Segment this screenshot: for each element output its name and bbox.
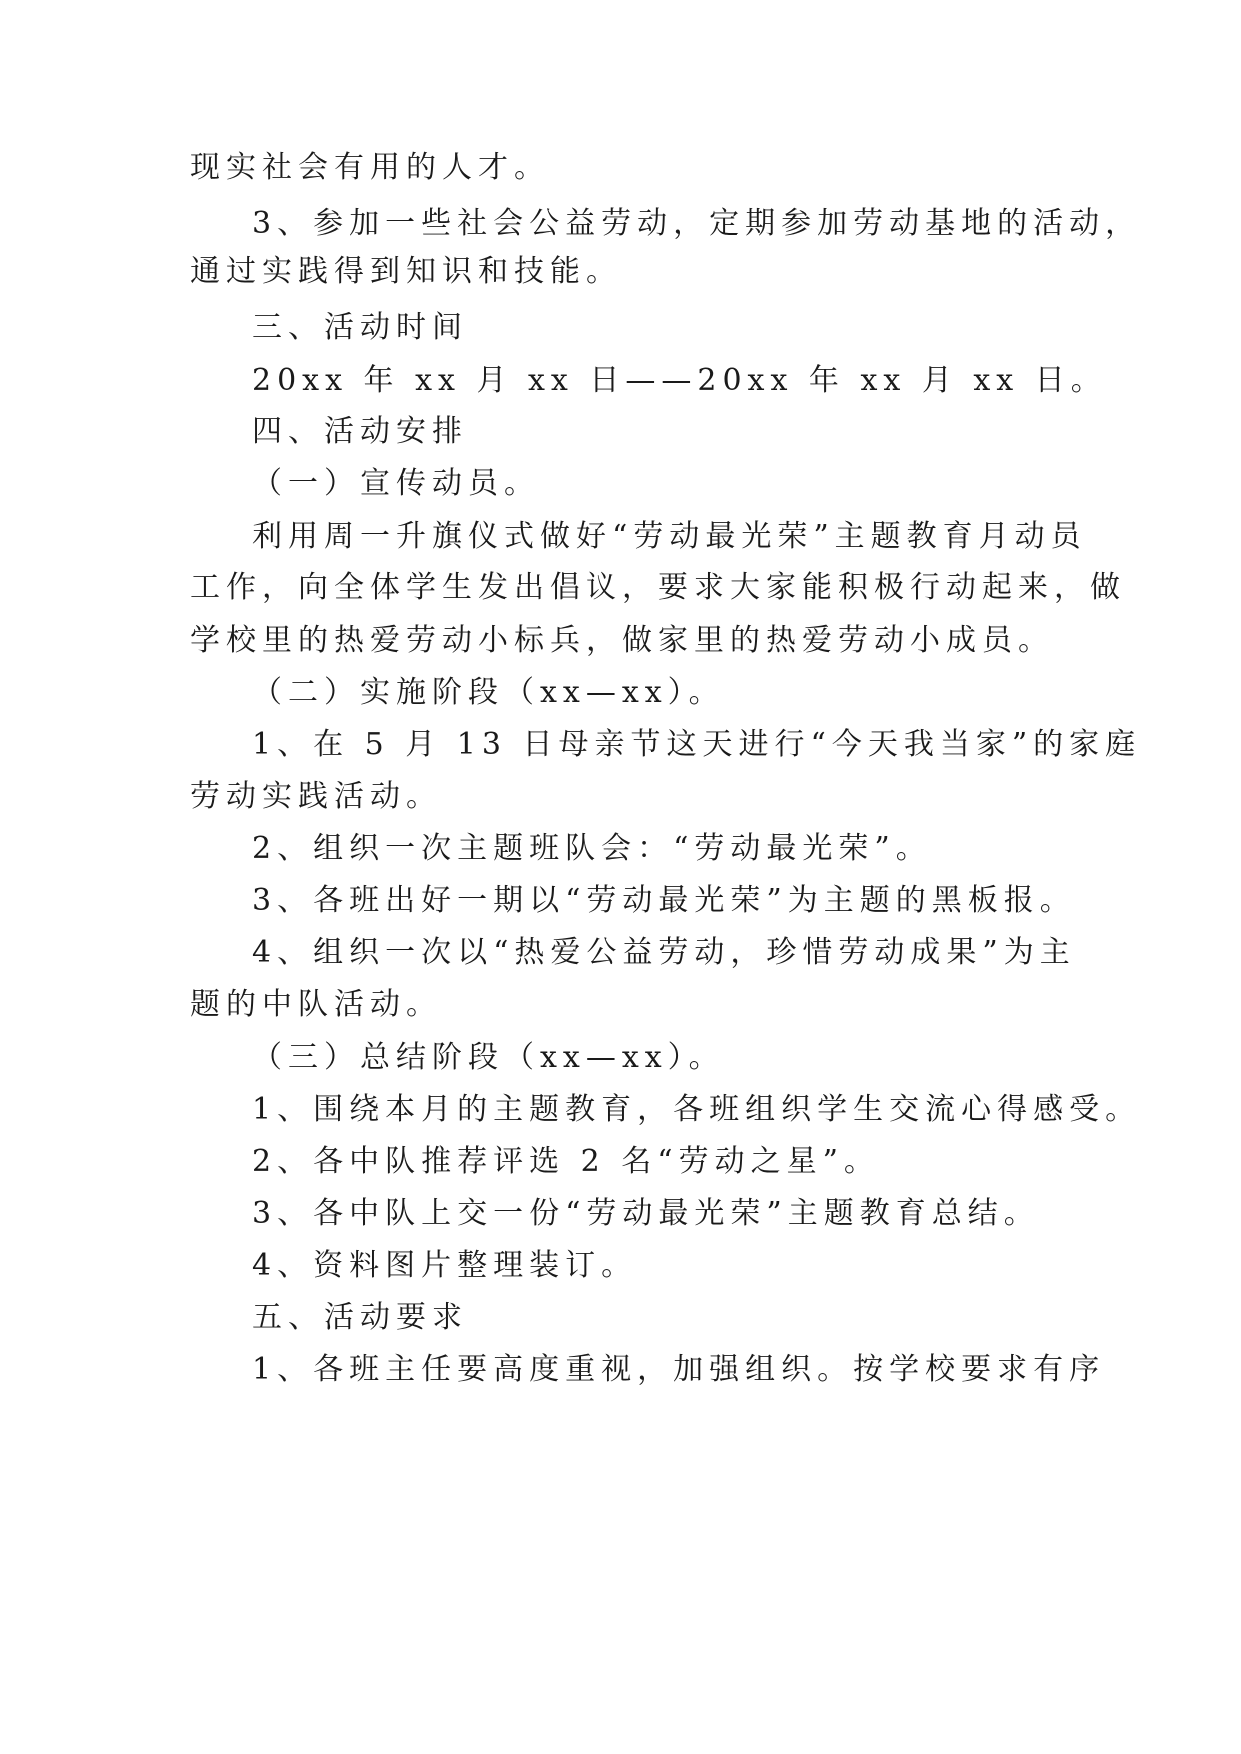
text-line: 2、组织一次主题班队会：“劳动最光荣”。 [252, 831, 932, 866]
text-line: 工作，向全体学生发出倡议，要求大家能积极行动起来，做 [190, 570, 1126, 605]
section-heading: 三、活动时间 [252, 310, 468, 345]
subsection-heading: （二）实施阶段（xx—xx）。 [252, 675, 725, 710]
section-heading: 四、活动安排 [252, 414, 468, 449]
text-line: 1、围绕本月的主题教育，各班组织学生交流心得感受。 [252, 1092, 1142, 1127]
text-line: 3、各中队上交一份“劳动最光荣”主题教育总结。 [252, 1196, 1040, 1231]
text-line: 学校里的热爱劳动小标兵，做家里的热爱劳动小成员。 [190, 623, 1054, 658]
text-line: 2、各中队推荐评选 2 名“劳动之星”。 [252, 1144, 880, 1179]
text-line: 4、组织一次以“热爱公益劳动，珍惜劳动成果”为主 [252, 935, 1076, 970]
text-line: 利用周一升旗仪式做好“劳动最光荣”主题教育月动员 [252, 519, 1087, 554]
section-heading: 五、活动要求 [252, 1300, 468, 1335]
subsection-heading: （一）宣传动员。 [252, 466, 540, 501]
text-line: 3、参加一些社会公益劳动，定期参加劳动基地的活动， [252, 206, 1142, 241]
subsection-heading: （三）总结阶段（xx—xx）。 [252, 1040, 725, 1075]
text-line: 现实社会有用的人才。 [190, 150, 550, 185]
text-line: 1、在 5 月 13 日母亲节这天进行“今天我当家”的家庭 [252, 727, 1142, 762]
text-line: 1、各班主任要高度重视，加强组织。按学校要求有序 [252, 1352, 1106, 1387]
text-line: 通过实践得到知识和技能。 [190, 254, 622, 289]
text-line: 劳动实践活动。 [190, 779, 442, 814]
text-line: 3、各班出好一期以“劳动最光荣”为主题的黑板报。 [252, 883, 1076, 918]
text-line: 20xx 年 xx 月 xx 日——20xx 年 xx 月 xx 日。 [252, 363, 1107, 398]
text-line: 题的中队活动。 [190, 987, 442, 1022]
text-line: 4、资料图片整理装订。 [252, 1248, 638, 1283]
